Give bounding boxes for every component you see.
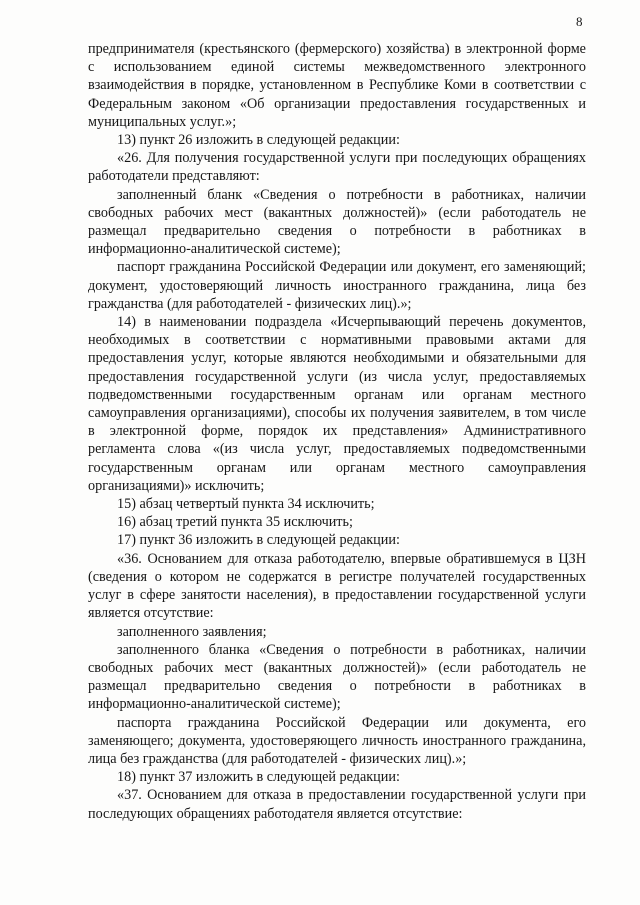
paragraph-clause-26-form: заполненный бланк «Сведения о потребности в работниках, наличии свободных рабочих мест (вакантных должностей)» (если работодатель не размещал предварительно сведения о потребности в работниках в информационно-аналитической системе); — [88, 186, 586, 258]
paragraph-clause-37: «37. Основанием для отказа в предоставлении государственной услуги при последующих обращениях работодателя является отсутствие: — [88, 787, 586, 822]
paragraph-item-16: 16) абзац третий пункта 35 исключить; — [117, 514, 353, 531]
paragraph-item-17: 17) пункт 36 изложить в следующей редакции: — [117, 532, 400, 549]
paragraph-clause-36-form: заполненного бланка «Сведения о потребности в работниках, наличии свободных рабочих мест (вакантных должностей)» (если работодатель не размещал предварительно сведения о потребности в работниках в информационно-аналитической системе); — [88, 641, 586, 713]
paragraph-clause-36-application: заполненного заявления; — [117, 623, 267, 640]
page-number: 8 — [576, 14, 583, 29]
paragraph-item-18: 18) пункт 37 изложить в следующей редакции: — [117, 769, 400, 786]
paragraph-continuation: предпринимателя (крестьянского (фермерского) хозяйства) в электронной форме с использованием единой системы межведомственного электронного взаимодействия в порядке, установленном в Республике Коми в соответствии с Федеральным законом «Об организации предоставления государственных и муниципальных услуг.»; — [88, 41, 586, 130]
document-body — [88, 40, 586, 823]
paragraph-item-14: 14) в наименовании подраздела «Исчерпывающий перечень документов, необходимых в соответствии с нормативными правовыми актами для предоставления услуг, которые являются необходимыми и обязательными для предоставления государственной услуги (из числа услуг, предоставляемых подведомственными государственным органам или органам местного самоуправления организациями), способы их получения заявителем, в том числе в электронной форме, порядок их представления» Административного регламента слова «(из числа услуг, предоставляемых подведомственными государственным органам или органам местного самоуправления организациями)» исключить; — [88, 314, 586, 494]
paragraph-clause-36-passport: паспорта гражданина Российской Федерации или документа, его заменяющего; документа, удостоверяющего личность иностранного гражданина, лица без гражданства (для работодателей - физических лиц).»; — [88, 714, 586, 767]
paragraph-clause-26-passport: паспорт гражданина Российской Федерации или документ, его заменяющий; документ, удостоверяющий личность иностранного гражданина, лица без гражданства (для работодателей - физических лиц).»; — [88, 259, 586, 312]
paragraph-item-15: 15) абзац четвертый пункта 34 исключить; — [117, 496, 375, 513]
paragraph-clause-26: «26. Для получения государственной услуги при последующих обращениях работодатели представляют: — [88, 150, 586, 185]
paragraph-clause-36: «36. Основанием для отказа работодателю, впервые обратившемуся в ЦЗН (сведения о котором не содержатся в регистре получателей государственных услуг в сфере занятости населения), в предоставлении государственной услуги является отсутствие: — [88, 550, 586, 622]
paragraph-item-13: 13) пункт 26 изложить в следующей редакции: — [117, 132, 400, 149]
